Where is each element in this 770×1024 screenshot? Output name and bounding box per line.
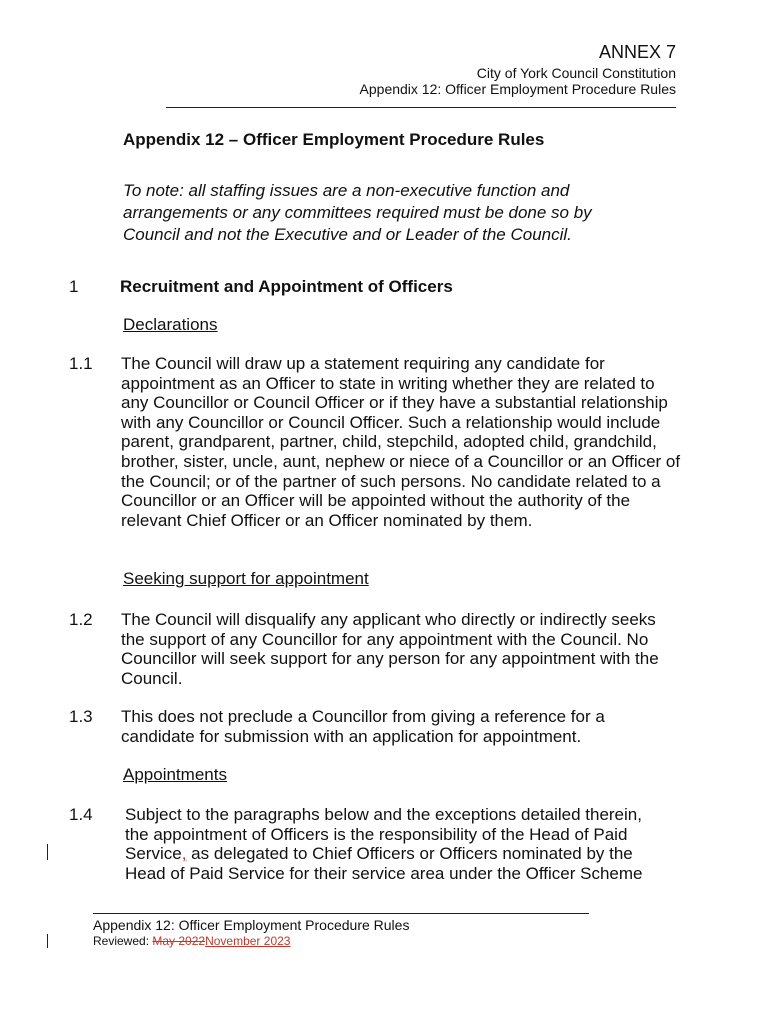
paragraph-text: The Council will disqualify any applicant who directly or indirectly seeks the support of any Councillor for any appointment with the Council. No Councillor will seek support for any person for any appointment with the Council.	[121, 610, 659, 688]
paragraph-text-part: as delegated to Chief Officers or Officers nominated by the Head of Paid Service for their service area under the Officer Scheme	[125, 844, 643, 883]
header-appendix: Appendix 12: Officer Employment Procedure Rules	[359, 81, 676, 97]
paragraph-number: 1.2	[69, 610, 93, 629]
header-constitution: City of York Council Constitution	[476, 65, 676, 81]
paragraph-text: The Council will draw up a statement requiring any candidate for appointment as an Officer to state in writing whether they are related to any Councillor or Council Officer or if they have a substantial relationship with any Councillor or Council Officer. Such a relationship would include parent, grandparent, partner, child, stepchild, adopted child, grandchild, brother, sister, uncle, aunt, nephew or niece of a Councillor or an Officer of the Council; or of the partner of such persons. No candidate related to a Councillor or an Officer will be appointed without the authority of the relevant Chief Officer or an Officer nominated by them.	[121, 354, 681, 530]
subheading-seeking-support: Seeking support for appointment	[123, 569, 369, 588]
tracked-insertion: ,	[181, 844, 187, 864]
paragraph-number: 1.3	[69, 707, 93, 726]
change-bar	[47, 934, 48, 948]
header-rule	[166, 107, 676, 108]
footer-title: Appendix 12: Officer Employment Procedure Rules	[93, 917, 410, 933]
annex-label: ANNEX 7	[598, 42, 676, 62]
reviewed-label: Reviewed:	[93, 934, 153, 948]
deleted-date: May 2022	[152, 934, 206, 948]
page-title: Appendix 12 – Officer Employment Procedure Rules	[123, 130, 545, 149]
footer-reviewed	[93, 934, 290, 948]
subheading-appointments: Appointments	[123, 765, 227, 784]
paragraph-number: 1.4	[69, 805, 93, 824]
paragraph-text-part: Subject to the paragraphs below and the exceptions detailed therein, the appointment of Officers is the responsibility of the Head of Paid Service	[125, 805, 642, 864]
inserted-date: November 2023	[205, 934, 291, 948]
paragraph-text	[125, 805, 670, 883]
paragraph-text: This does not preclude a Councillor from giving a reference for a candidate for submission with an application for appointment.	[121, 707, 605, 746]
note-paragraph: To note: all staffing issues are a non-executive function and arrangements or any committees required must be done so by Council and not the Executive and or Leader of the Council.	[123, 181, 592, 244]
change-bar	[47, 844, 48, 860]
footer-rule	[93, 913, 589, 914]
section-number: 1	[69, 277, 79, 296]
subheading-declarations: Declarations	[123, 315, 218, 334]
paragraph-number: 1.1	[69, 354, 93, 373]
section-title: Recruitment and Appointment of Officers	[120, 277, 453, 296]
